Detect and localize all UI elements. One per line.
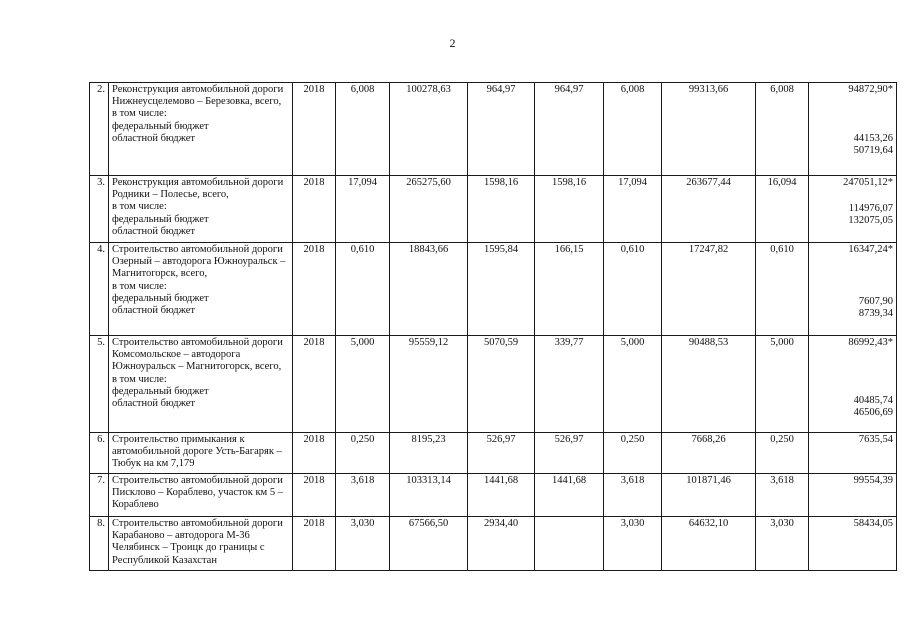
project-name: Строительство автомобильной дороги Комсомольское – автодорога Южноуральск – Магнитогорск, всего, (112, 337, 283, 373)
regional-budget-label: областной бюджет (112, 398, 195, 410)
total-value: 7635,54 (858, 434, 893, 445)
regional-budget-value: 132075,05 (848, 215, 893, 227)
page-number: 2 (449, 36, 456, 50)
cost-cell: 265275,60 (390, 176, 468, 243)
year-cell: 2018 (293, 433, 336, 474)
regional-budget-label: областной бюджет (112, 225, 195, 237)
value-cell: 166,15 (535, 243, 604, 336)
project-name-cell (109, 83, 293, 176)
row-number: 7. (90, 474, 109, 517)
total-value: 99554,39 (853, 475, 893, 486)
length-cell: 6,008 (756, 83, 809, 176)
length-cell: 5,000 (604, 336, 662, 433)
value-cell: 101871,46 (662, 474, 756, 517)
length-cell: 6,008 (336, 83, 390, 176)
project-name: Реконструкция автомобильной дороги Родники – Полесье, всего, (112, 177, 284, 201)
cost-cell: 8195,23 (390, 433, 468, 474)
value-cell: 526,97 (535, 433, 604, 474)
value-cell: 964,97 (468, 83, 535, 176)
table-row (90, 243, 897, 336)
federal-budget-label: федеральный бюджет (112, 213, 209, 225)
including-label: в том числе: (112, 280, 167, 292)
federal-budget-value: 44153,26 (853, 133, 893, 145)
length-cell: 16,094 (756, 176, 809, 243)
cost-cell: 18843,66 (390, 243, 468, 336)
length-cell: 3,030 (756, 517, 809, 571)
project-name: Строительство автомобильной дороги Озерный – автодорога Южноуральск – Магнитогорск, всего, (112, 244, 286, 280)
project-name-cell (109, 433, 293, 474)
table-row (90, 176, 897, 243)
federal-budget-value: 114976,07 (848, 203, 893, 215)
total-cell (809, 517, 897, 571)
length-cell: 0,610 (604, 243, 662, 336)
length-cell: 0,250 (756, 433, 809, 474)
project-name-cell (109, 243, 293, 336)
value-cell: 90488,53 (662, 336, 756, 433)
year-cell: 2018 (293, 176, 336, 243)
cost-cell: 100278,63 (390, 83, 468, 176)
year-cell: 2018 (293, 517, 336, 571)
regional-budget-value: 50719,64 (853, 145, 893, 157)
including-label: в том числе: (112, 108, 167, 120)
row-number: 6. (90, 433, 109, 474)
length-cell: 5,000 (336, 336, 390, 433)
federal-budget-value: 7607,90 (858, 296, 893, 308)
value-cell: 7668,26 (662, 433, 756, 474)
length-cell: 0,610 (336, 243, 390, 336)
table-body (90, 83, 897, 571)
length-cell: 0,610 (756, 243, 809, 336)
length-cell: 3,618 (604, 474, 662, 517)
project-name: Реконструкция автомобильной дороги Нижнеусцелемово – Березовка, всего, (112, 84, 284, 108)
length-cell: 0,250 (604, 433, 662, 474)
value-cell: 339,77 (535, 336, 604, 433)
project-name: Строительство автомобильной дороги Пискловo – Кораблево, участок км 5 – Кораблево (112, 475, 283, 511)
row-number: 5. (90, 336, 109, 433)
project-name: Строительство автомобильной дороги Карабаново – автодорога М-36 Челябинск – Троицк до границы с Республикой Казахстан (112, 518, 283, 566)
project-name-cell (109, 517, 293, 571)
project-name: Строительство примыкания к автомобильной дороге Усть-Багаряк – Тюбук на км 7,179 (112, 434, 282, 470)
value-cell: 64632,10 (662, 517, 756, 571)
regional-budget-label: областной бюджет (112, 132, 195, 144)
value-cell: 17247,82 (662, 243, 756, 336)
regional-budget-value: 46506,69 (853, 407, 893, 419)
total-value: 86992,43* (848, 337, 893, 348)
row-number: 3. (90, 176, 109, 243)
project-name-cell (109, 336, 293, 433)
total-value: 58434,05 (853, 518, 893, 529)
federal-budget-label: федеральный бюджет (112, 385, 209, 397)
table-row (90, 433, 897, 474)
length-cell: 6,008 (604, 83, 662, 176)
total-value: 16347,24* (848, 244, 893, 255)
table-row (90, 336, 897, 433)
year-cell: 2018 (293, 83, 336, 176)
row-number: 8. (90, 517, 109, 571)
length-cell: 5,000 (756, 336, 809, 433)
federal-budget-label: федеральный бюджет (112, 292, 209, 304)
regional-budget-label: областной бюджет (112, 305, 195, 317)
year-cell: 2018 (293, 474, 336, 517)
value-cell: 263677,44 (662, 176, 756, 243)
value-cell: 526,97 (468, 433, 535, 474)
total-value: 247051,12* (843, 177, 893, 188)
total-cell (809, 474, 897, 517)
year-cell: 2018 (293, 336, 336, 433)
year-cell: 2018 (293, 243, 336, 336)
value-cell: 99313,66 (662, 83, 756, 176)
total-value: 94872,90* (848, 84, 893, 95)
project-name-cell (109, 176, 293, 243)
cost-cell: 67566,50 (390, 517, 468, 571)
length-cell: 3,618 (336, 474, 390, 517)
length-cell: 3,030 (336, 517, 390, 571)
row-number: 2. (90, 83, 109, 176)
value-cell (535, 517, 604, 571)
length-cell: 17,094 (604, 176, 662, 243)
cost-cell: 95559,12 (390, 336, 468, 433)
length-cell: 0,250 (336, 433, 390, 474)
value-cell: 964,97 (535, 83, 604, 176)
total-cell (809, 83, 897, 176)
including-label: в том числе: (112, 201, 167, 213)
total-cell (809, 433, 897, 474)
table-row (90, 517, 897, 571)
table-row (90, 474, 897, 517)
total-cell (809, 243, 897, 336)
total-cell (809, 336, 897, 433)
value-cell: 1595,84 (468, 243, 535, 336)
federal-budget-value: 40485,74 (853, 395, 893, 407)
length-cell: 3,618 (756, 474, 809, 517)
value-cell: 1441,68 (535, 474, 604, 517)
cost-cell: 103313,14 (390, 474, 468, 517)
row-number: 4. (90, 243, 109, 336)
including-label: в том числе: (112, 373, 167, 385)
road-projects-table (89, 82, 897, 571)
value-cell: 2934,40 (468, 517, 535, 571)
length-cell: 3,030 (604, 517, 662, 571)
total-cell (809, 176, 897, 243)
length-cell: 17,094 (336, 176, 390, 243)
regional-budget-value: 8739,34 (858, 308, 893, 320)
value-cell: 5070,59 (468, 336, 535, 433)
table-row (90, 83, 897, 176)
project-name-cell (109, 474, 293, 517)
value-cell: 1598,16 (468, 176, 535, 243)
value-cell: 1441,68 (468, 474, 535, 517)
federal-budget-label: федеральный бюджет (112, 120, 209, 132)
value-cell: 1598,16 (535, 176, 604, 243)
